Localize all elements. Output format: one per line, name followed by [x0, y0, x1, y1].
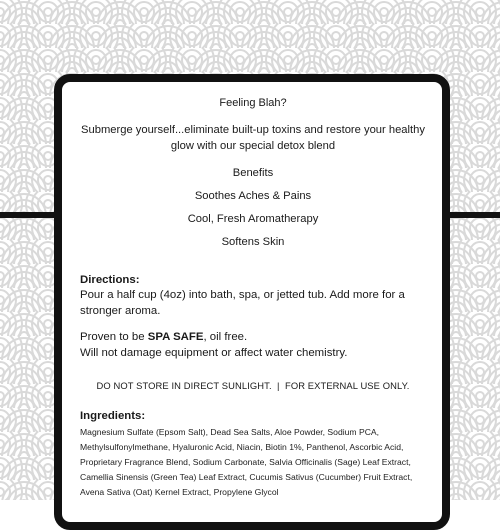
label-heading: Feeling Blah?	[219, 97, 287, 109]
benefit-item: Softens Skin	[221, 236, 285, 248]
spa-safe-prefix: Proven to be	[80, 331, 148, 343]
ingredients-list: Magnesium Sulfate (Epsom Salt), Dead Sea Salts, Aloe Powder, Sodium PCA, Methylsulfonylmethane, Hyaluronic Acid, Niacin, Biotin 1%, Panthenol, Ascorbic Acid, Proprietary Fragrance Blend, Sodium Carbonate, Salvia Officinalis (Sage) Leaf Extract, Camellia Sinensis (Green Tea) Leaf Extract, Cucumis Sativus (Cucumber) Fruit Extract, Avena Sativa (Oat) Kernel Extract, Propylene Glycol	[80, 427, 413, 497]
intro-text: Submerge yourself...eliminate built-up toxins and restore your healthy glow with our special detox blend	[81, 124, 425, 152]
product-label-card	[54, 74, 450, 530]
benefit-item: Cool, Fresh Aromatherapy	[187, 213, 319, 225]
spa-safe-suffix: , oil free.	[203, 331, 248, 343]
ingredients-title: Ingredients:	[80, 410, 146, 422]
spa-safe-line	[80, 329, 426, 345]
label-content	[80, 96, 426, 500]
directions-title: Directions:	[80, 274, 140, 286]
benefit-item: Soothes Aches & Pains	[194, 190, 312, 202]
directions-text: Pour a half cup (4oz) into bath, spa, or jetted tub. Add more for a stronger aroma.	[80, 289, 405, 317]
spa-safe-bold: SPA SAFE	[147, 331, 204, 343]
equipment-safe-text: Will not damage equipment or affect water chemistry.	[80, 347, 348, 359]
storage-warning: DO NOT STORE IN DIRECT SUNLIGHT. | FOR EXTERNAL USE ONLY.	[96, 380, 410, 391]
benefits-title: Benefits	[232, 167, 274, 179]
